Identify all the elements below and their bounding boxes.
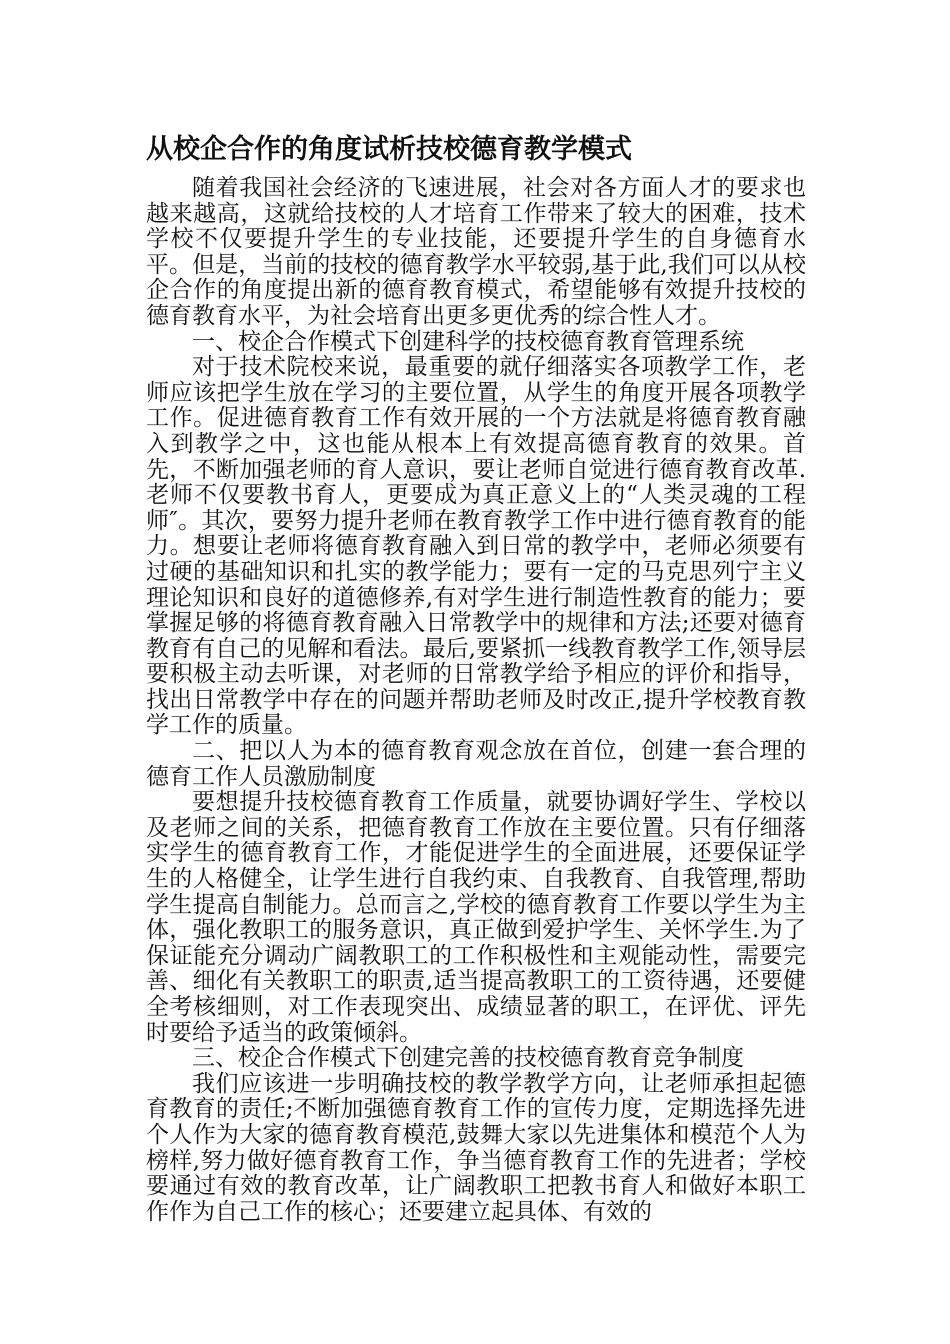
section-heading-2: 二、把以人为本的德育教育观念放在首位，创建一套合理的德育工作人员激励制度 — [146, 738, 806, 790]
section-2-paragraph: 要想提升技校德育教育工作质量，就要协调好学生、学校以及老师之间的关系，把德育教育工作放在主要位置。只有仔细落实学生的德育教育工作，才能促进学生的全面进展，还要保证学生的人格健全，让学生进行自我约束、自我教育、自我管理,帮助学生提高自制能力。总而言之,学校的德育教育工作要以学生为主体，强化教职工的服务意识，真正做到爱护学生、关怀学生.为了保证能充分调动广阔教职工的工作积极性和主观能动性，需要完善、细化有关教职工的职责,适当提高教职工的工资待遇，还要健全考核细则，对工作表现突出、成绩显著的职工，在评优、评先时要给予适当的政策倾斜。 — [146, 789, 806, 1046]
document-title: 从校企合作的角度试析技校德育教学模式 — [146, 134, 632, 165]
section-3-paragraph: 我们应该进一步明确技校的教学教学方向，让老师承担起德育教育的责任;不断加强德育教育工作的宣传力度，定期选择先进个人作为大家的德育教育模范,鼓舞大家以先进集体和模范个人为榜样,努力做好德育教育工作，争当德育教育工作的先进者；学校要通过有效的教育改革，让广阔教职工把教书育人和做好本职工作作为自己工作的核心；还要建立起具体、有效的 — [146, 1070, 806, 1225]
intro-paragraph: 随着我国社会经济的飞速进展，社会对各方面人才的要求也越来越高，这就给技校的人才培育工作带来了较大的困难，技术学校不仅要提升学生的专业技能，还要提升学生的自身德育水平。但是，当前的技校的德育教学水平较弱,基于此,我们可以从校企合作的角度提出新的德育教育模式，希望能够有效提升技校的德育教育水平，为社会培育出更多更优秀的综合性人才。 — [146, 175, 806, 329]
section-heading-3: 三、校企合作模式下创建完善的技校德育教育竞争制度 — [192, 1045, 744, 1072]
section-heading-1: 一、校企合作模式下创建科学的技校德育教育管理系统 — [192, 328, 744, 355]
document-page — [146, 132, 806, 1225]
section-1-paragraph: 对于技术院校来说，最重要的就仔细落实各项教学工作，老师应该把学生放在学习的主要位置，从学生的角度开展各项教学工作。促进德育教育工作有效开展的一个方法就是将德育教育融入到教学之中，这也能从根本上有效提高德育教育的效果。首先，不断加强老师的育人意识，要让老师自觉进行德育教育改革.老师不仅要教书育人，更要成为真正意义上的“人类灵魂的工程师″。其次，要努力提升老师在教育教学工作中进行德育教育的能力。想要让老师将德育教育融入到日常的教学中，老师必须要有过硬的基础知识和扎实的教学能力；要有一定的马克思列宁主义理论知识和良好的道德修养,有对学生进行制造性教育的能力；要掌握足够的将德育教育融入日常教学中的规律和方法;还要对德育教育有自己的见解和看法。最后,要紧抓一线教育教学工作,领导层要积极主动去听课，对老师的日常教学给予相应的评价和指导，找出日常教学中存在的问题并帮助老师及时改正,提升学校教育教学工作的质量。 — [146, 354, 806, 739]
